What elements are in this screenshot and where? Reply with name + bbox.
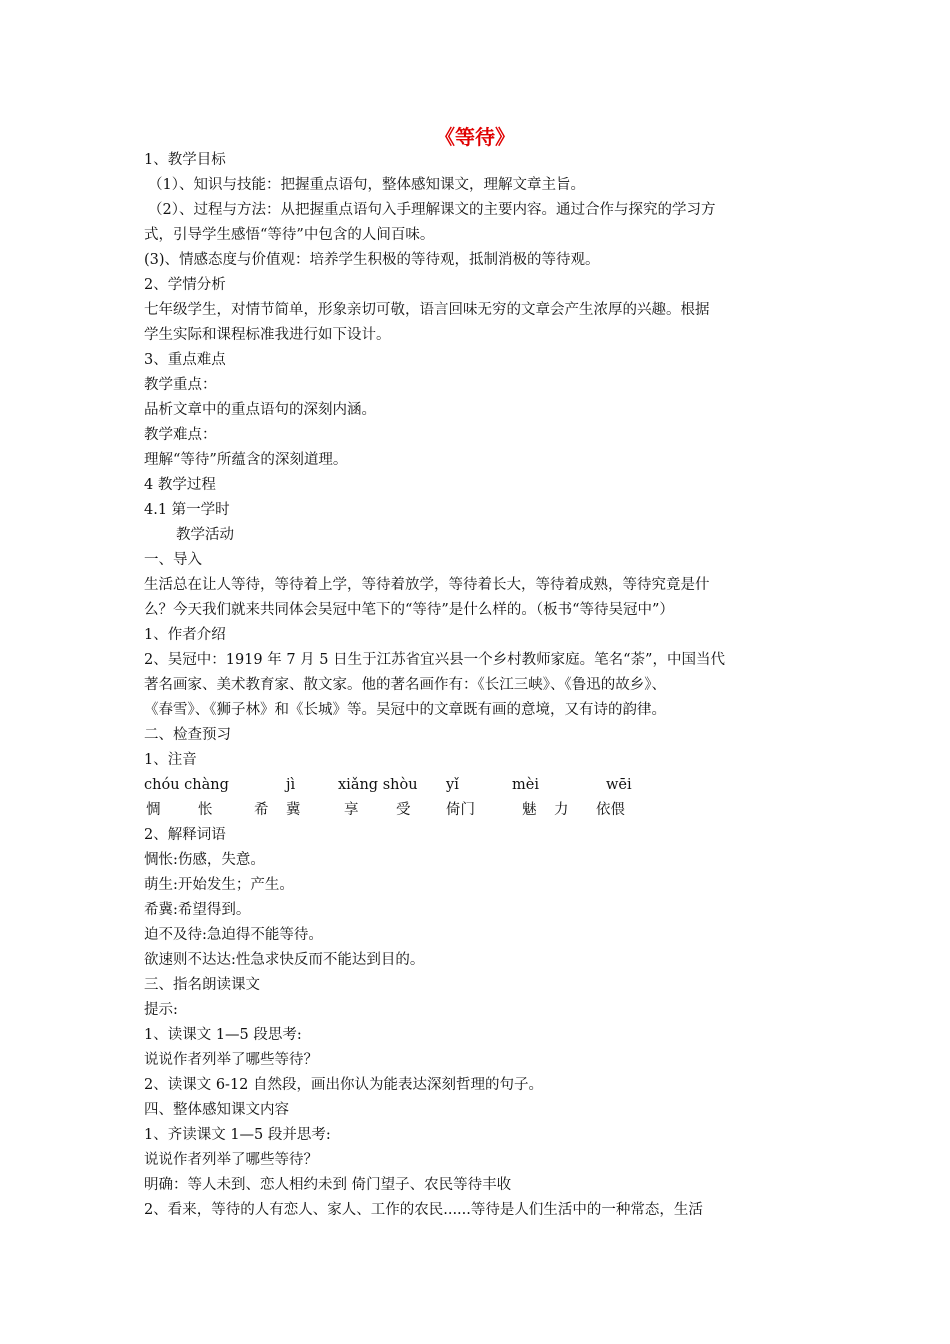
text-line: 2、解释词语 [144, 827, 226, 843]
text-line: 著名画家、美术教育家、散文家。他的著名画作有：《长江三峡》、《鲁迅的故乡》、 [144, 677, 666, 693]
character-text: 受 [396, 802, 411, 818]
pinyin-row [144, 773, 810, 798]
text-line: 2、读课文 6-12 自然段，画出你认为能表达深刻哲理的句子。 [144, 1077, 544, 1093]
text-line: 萌生:开始发生；产生。 [144, 877, 294, 893]
text-line: 生活总在让人等待，等待着上学，等待着放学，等待着长大，等待着成熟，等待究竟是什 [144, 577, 710, 593]
text-line: 迫不及待:急迫得不能等待。 [144, 927, 323, 943]
text-line: 2、学情分析 [144, 277, 226, 293]
text-line: 教学重点： [144, 377, 217, 393]
text-line: 4 教学过程 [144, 477, 216, 493]
text-line: 3、重点难点 [144, 352, 226, 368]
character-text: 冀 [286, 802, 301, 818]
character-text: 依偎 [596, 802, 625, 818]
text-line: 七年级学生，对情节简单，形象亲切可敬，语言回味无穷的文章会产生浓厚的兴趣。根据 [144, 302, 710, 318]
pinyin-text: jì [286, 777, 296, 793]
text-line: 教学难点： [144, 427, 217, 443]
document-title: 《等待》 [435, 125, 515, 149]
text-line: 1、读课文 1—5 段思考: [144, 1027, 302, 1043]
document-body [144, 148, 810, 1223]
text-line: 理解“等待”所蕴含的深刻道理。 [144, 452, 348, 468]
character-text: 魅 [522, 802, 537, 818]
pinyin-text: chóu chàng [144, 777, 229, 793]
pinyin-text: xiǎng shòu [338, 777, 418, 793]
text-line: 二、检查预习 [144, 727, 231, 743]
pinyin-text: yǐ [446, 777, 459, 793]
text-line: 三、指名朗读课文 [144, 977, 260, 993]
text-line: (3)、情感态度与价值观：培养学生积极的等待观，抵制消极的等待观。 [144, 252, 600, 268]
text-line: 么？今天我们就来共同体会吴冠中笔下的“等待”是什么样的。（板书“等待吴冠中”） [144, 602, 674, 618]
character-text: 力 [554, 802, 569, 818]
character-text: 惆 [146, 802, 161, 818]
text-line: 2、看来，等待的人有恋人、家人、工作的农民......等待是人们生活中的一种常态，生活 [144, 1202, 703, 1218]
text-line: 1、齐读课文 1—5 段并思考: [144, 1127, 331, 1143]
text-line: 式，引导学生感悟“等待”中包含的人间百味。 [144, 227, 435, 243]
text-line: 提示: [144, 1002, 178, 1018]
text-line: 1、注音 [144, 752, 197, 768]
pinyin-text: mèi [512, 777, 539, 793]
text-line: 品析文章中的重点语句的深刻内涵。 [144, 402, 376, 418]
text-line: （1）、知识与技能：把握重点语句，整体感知课文，理解文章主旨。 [148, 177, 585, 193]
character-text: 希 [254, 802, 269, 818]
text-line: 说说作者列举了哪些等待？ [144, 1152, 318, 1168]
text-line: 四、整体感知课文内容 [144, 1102, 289, 1118]
character-row [144, 798, 810, 823]
text-line: 学生实际和课程标准我进行如下设计。 [144, 327, 391, 343]
text-line: 说说作者列举了哪些等待？ [144, 1052, 318, 1068]
text-line: （2）、过程与方法：从把握重点语句入手理解课文的主要内容。通过合作与探究的学习方 [148, 202, 716, 218]
text-line: 2、吴冠中：1919 年 7 月 5 日生于江苏省宜兴县一个乡村教师家庭。笔名“荼”，中国当代 [144, 652, 725, 668]
text-line: 1、教学目标 [144, 152, 226, 168]
text-line: 一、导入 [144, 552, 202, 568]
character-text: 倚门 [446, 802, 475, 818]
text-line: 4.1 第一学时 [144, 502, 230, 518]
text-line: 惆怅:伤感，失意。 [144, 852, 265, 868]
text-line: 明确：等人未到、恋人相约未到 倚门望子、农民等待丰收 [144, 1177, 512, 1193]
character-text: 怅 [198, 802, 213, 818]
pinyin-text: wēi [606, 777, 632, 793]
text-line: 1、作者介绍 [144, 627, 226, 643]
text-line: 希冀:希望得到。 [144, 902, 251, 918]
text-line: 欲速则不达达:性急求快反而不能达到目的。 [144, 952, 425, 968]
character-text: 享 [344, 802, 359, 818]
text-line: 《春雪》、《狮子林》和《长城》等。吴冠中的文章既有画的意境，又有诗的韵律。 [144, 702, 666, 718]
text-line: 教学活动 [176, 527, 234, 543]
